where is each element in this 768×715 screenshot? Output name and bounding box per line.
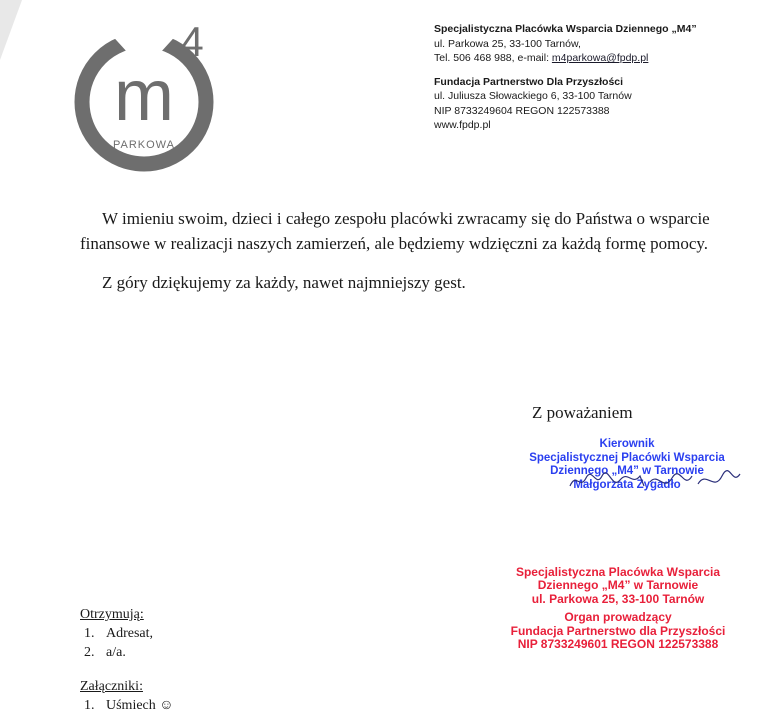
list-item: 1. Adresat,: [84, 626, 154, 641]
org1-email-link[interactable]: m4parkowa@fpdp.pl: [551, 52, 649, 64]
letter-paragraph-1: W imieniu swoim, dzieci i całego zespołu placówki zwracamy się do Państwa o wsparcie finansowe w realizacji naszych zamierzeń, ale będziemy wdzięczni za każdą formę pomocy.: [80, 209, 710, 253]
org2-website: www.fpdp.pl: [434, 119, 491, 131]
org1-phone: Tel. 506 468 988, e-mail:: [434, 52, 552, 64]
scan-corner-shadow: [0, 0, 22, 60]
organization-stamp-red: Specjalistyczna Placówka Wsparcia Dziennego „M4” w Tarnowie ul. Parkowa 25, 33-100 Tarnów Organ prowadzący Fundacja Partnerstwo dla Przyszłości NIP 8733249601 REGON 122573388: [510, 565, 726, 652]
list-item: 2. a/a.: [84, 645, 126, 660]
org1-name: Specjalistyczna Placówka Wsparcia Dziennego „M4”: [434, 23, 697, 35]
org1-address: ul. Parkowa 25, 33-100 Tarnów,: [434, 37, 581, 50]
recipients-heading: Otrzymują:: [80, 607, 144, 622]
org1-contact: [434, 51, 697, 66]
signature-stamp-blue: Kierownik Specjalistycznej Placówki Wsparcia Dziennego „M4” w Tarnowie Małgorzata Zygadło: [529, 438, 725, 491]
attachments-heading: Załączniki:: [80, 679, 143, 694]
org2-name: Fundacja Partnerstwo Dla Przyszłości: [434, 75, 624, 88]
m4-parkowa-logo: [72, 14, 222, 174]
logo-m-letter: m: [114, 56, 174, 136]
recipients-list: [80, 605, 153, 662]
list-item: 1. Uśmiech ☺: [84, 698, 174, 713]
attachments-list: [80, 677, 174, 715]
letter-paragraph-2: Z góry dziękujemy za każdy, nawet najmniejszy gest.: [102, 273, 466, 292]
logo-4-digit: 4: [180, 18, 204, 65]
handwritten-signature: [566, 464, 744, 498]
org2-ids: NIP 8733249604 REGON 122573388: [434, 104, 610, 117]
letterhead: [434, 22, 697, 133]
closing-greeting: Z poważaniem: [532, 403, 633, 422]
org2-address: ul. Juliusza Słowackiego 6, 33-100 Tarnów: [434, 90, 632, 102]
logo-parkowa-label: PARKOWA: [112, 139, 176, 151]
